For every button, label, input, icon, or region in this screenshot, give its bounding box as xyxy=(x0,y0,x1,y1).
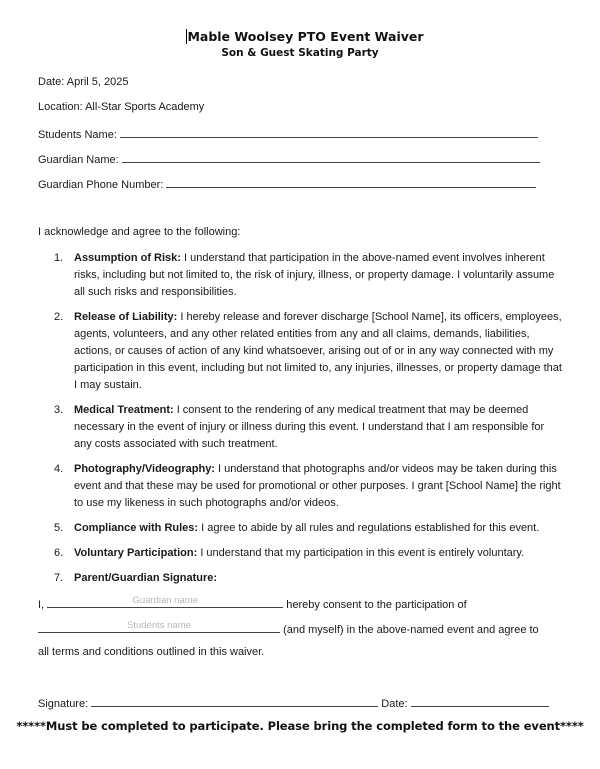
guardian-name-label: Guardian Name: xyxy=(38,154,119,166)
term-heading: Release of Liability: xyxy=(74,311,178,323)
consent-middle-text: hereby consent to the participation of xyxy=(286,599,467,611)
term-heading: Assumption of Risk: xyxy=(74,252,181,264)
term-item xyxy=(54,520,574,537)
consent-prefix: I, xyxy=(38,599,45,611)
students-name-field[interactable] xyxy=(120,126,538,138)
students-name-label: Students Name: xyxy=(38,129,117,141)
guardian-phone-row xyxy=(38,176,536,191)
term-number: 4. xyxy=(54,463,64,475)
term-text: I hereby release and forever discharge [School Name], its officers, employees, agents, volunteers, and any other related entities from any and all claims, demands, liabilities, actions, or causes of action of any kind whatsoever, arising out of or in any way connected with my participation in this event, including but not limited to, any injuries, illnesses, or property damage that I may sustain. xyxy=(74,311,562,391)
signature-label: Signature: xyxy=(38,698,89,710)
term-number: 7. xyxy=(54,572,64,584)
guardian-name-field[interactable] xyxy=(122,151,540,163)
term-number: 5. xyxy=(54,522,64,534)
students-name-placeholder: Students name xyxy=(127,620,191,631)
term-number: 1. xyxy=(54,252,64,264)
students-name-row xyxy=(38,126,538,141)
consent-line-1 xyxy=(38,596,467,611)
term-text: I consent to the rendering of any medical treatment that may be deemed necessary in the event of injury or illness during this event. I understand that I am responsible for any costs associated with such treatment. xyxy=(74,404,545,450)
guardian-name-consent-field[interactable] xyxy=(47,596,283,608)
guardian-name-placeholder: Guardian name xyxy=(132,595,198,606)
signature-date-label: Date: xyxy=(381,698,408,710)
term-item xyxy=(54,570,564,587)
term-item xyxy=(54,250,564,301)
term-number: 2. xyxy=(54,311,64,323)
term-number: 6. xyxy=(54,547,64,559)
consent-closing: all terms and conditions outlined in this waiver. xyxy=(38,646,265,658)
consent-suffix-text: (and myself) in the above-named event and agree to xyxy=(283,624,539,636)
signature-row xyxy=(38,695,549,710)
students-name-consent-field[interactable] xyxy=(38,621,280,633)
term-heading: Photography/Videography: xyxy=(74,463,215,475)
term-heading: Parent/Guardian Signature: xyxy=(74,572,218,584)
guardian-phone-label: Guardian Phone Number: xyxy=(38,179,164,191)
term-text: I agree to abide by all rules and regulations established for this event. xyxy=(198,522,540,534)
document-title xyxy=(0,29,600,44)
guardian-name-row xyxy=(38,151,540,166)
event-date: Date: April 5, 2025 xyxy=(38,76,129,88)
title-text: Mable Woolsey PTO Event Waiver xyxy=(187,29,424,44)
signature-field[interactable] xyxy=(91,695,378,707)
term-text: I understand that participation in the above-named event involves inherent risks, including but not limited to, the risk of injury, illness, or property damage. I voluntarily assume all such risks and responsibilities. xyxy=(74,252,555,298)
event-location: Location: All-Star Sports Academy xyxy=(38,101,205,113)
signature-date-field[interactable] xyxy=(411,695,549,707)
guardian-phone-field[interactable] xyxy=(166,176,536,188)
term-heading: Compliance with Rules: xyxy=(74,522,199,534)
term-item xyxy=(54,461,564,512)
term-item xyxy=(54,545,574,562)
term-heading: Medical Treatment: xyxy=(74,404,174,416)
term-item xyxy=(54,309,564,394)
consent-line-2 xyxy=(38,621,539,636)
term-number: 3. xyxy=(54,404,64,416)
term-item xyxy=(54,402,564,453)
term-text: I understand that my participation in this event is entirely voluntary. xyxy=(197,547,525,559)
intro-text: I acknowledge and agree to the following: xyxy=(38,226,241,238)
term-text: I understand that photographs and/or videos may be taken during this event and that these may be used for promotional or other purposes. I grant [School Name] the right to use my likeness in such photographs and/or videos. xyxy=(74,463,561,509)
completion-notice: *****Must be completed to participate. Please bring the completed form to the event**** xyxy=(16,719,584,733)
document-subtitle: Son & Guest Skating Party xyxy=(221,47,379,59)
term-heading: Voluntary Participation: xyxy=(74,547,198,559)
